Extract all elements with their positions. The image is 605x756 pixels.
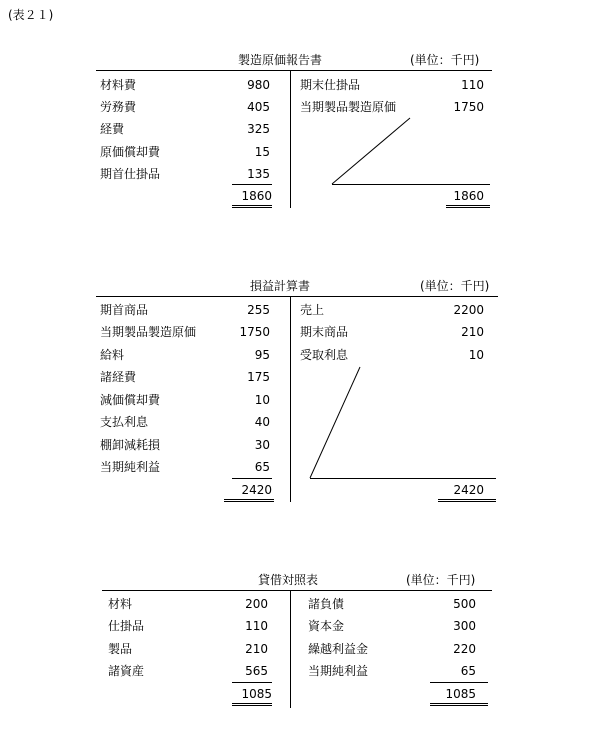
- left-item-label: 期首仕掛品: [100, 167, 161, 181]
- right-item-label: 受取利息: [300, 348, 349, 362]
- diagonal-line: [310, 367, 360, 478]
- diagonal-line: [332, 118, 410, 184]
- right-item-value: 500: [453, 597, 476, 611]
- left-item-label: 諸資産: [108, 664, 145, 678]
- left-item-label: 減価償却費: [100, 393, 161, 407]
- left-item-value: 1750: [239, 325, 270, 339]
- left-total: 2420: [241, 483, 272, 497]
- left-item-value: 95: [254, 348, 270, 362]
- left-item-value: 15: [254, 145, 270, 159]
- left-item-label: 経費: [100, 122, 125, 136]
- right-item-label: 売上: [300, 303, 325, 317]
- left-item-label: 仕掛品: [108, 619, 145, 633]
- left-item-label: 材料: [108, 597, 133, 611]
- left-item-value: 175: [247, 370, 270, 384]
- right-item-label: 資本金: [308, 619, 345, 633]
- right-total: 2420: [453, 483, 484, 497]
- left-item-label: 材料費: [100, 78, 137, 92]
- unit-label: (単位：千円): [410, 53, 480, 67]
- left-item-value: 10: [254, 393, 270, 407]
- left-item-label: 給料: [100, 348, 125, 362]
- right-total: 1085: [445, 687, 476, 701]
- right-item-value: 110: [461, 78, 484, 92]
- right-total: 1860: [453, 189, 484, 203]
- statement-title: 損益計算書: [250, 279, 311, 293]
- statement-title: 貸借対照表: [258, 573, 319, 587]
- right-item-value: 10: [468, 348, 484, 362]
- right-item-label: 期末仕掛品: [300, 78, 361, 92]
- right-item-value: 65: [460, 664, 476, 678]
- left-item-value: 210: [245, 642, 268, 656]
- unit-label: (単位：千円): [420, 279, 490, 293]
- right-item-label: 諸負債: [308, 597, 345, 611]
- right-item-value: 1750: [453, 100, 484, 114]
- left-item-value: 135: [247, 167, 270, 181]
- right-item-label: 繰越利益金: [308, 642, 369, 656]
- right-item-label: 期末商品: [300, 325, 349, 339]
- left-item-value: 325: [247, 122, 270, 136]
- left-item-value: 110: [245, 619, 268, 633]
- left-item-label: 原価償却費: [100, 145, 161, 159]
- left-item-value: 405: [247, 100, 270, 114]
- left-item-value: 565: [245, 664, 268, 678]
- left-total: 1085: [241, 687, 272, 701]
- left-item-label: 労務費: [100, 100, 137, 114]
- left-item-label: 製品: [108, 642, 133, 656]
- left-item-label: 当期製品製造原価: [100, 325, 197, 339]
- right-item-value: 2200: [453, 303, 484, 317]
- table-id-label: (表２１): [8, 8, 54, 22]
- left-item-value: 980: [247, 78, 270, 92]
- right-item-value: 210: [461, 325, 484, 339]
- left-item-label: 棚卸減耗損: [100, 438, 161, 452]
- left-item-label: 支払利息: [100, 415, 149, 429]
- right-item-value: 220: [453, 642, 476, 656]
- right-item-label: 当期純利益: [308, 664, 369, 678]
- left-item-value: 30: [254, 438, 270, 452]
- right-item-label: 当期製品製造原価: [300, 100, 397, 114]
- statement-title: 製造原価報告書: [238, 53, 323, 67]
- left-item-value: 255: [247, 303, 270, 317]
- unit-label: (単位：千円): [406, 573, 476, 587]
- left-item-label: 諸経費: [100, 370, 137, 384]
- left-total: 1860: [241, 189, 272, 203]
- left-item-label: 当期純利益: [100, 460, 161, 474]
- left-item-value: 40: [254, 415, 270, 429]
- left-item-label: 期首商品: [100, 303, 149, 317]
- left-item-value: 200: [245, 597, 268, 611]
- left-item-value: 65: [254, 460, 270, 474]
- right-item-value: 300: [453, 619, 476, 633]
